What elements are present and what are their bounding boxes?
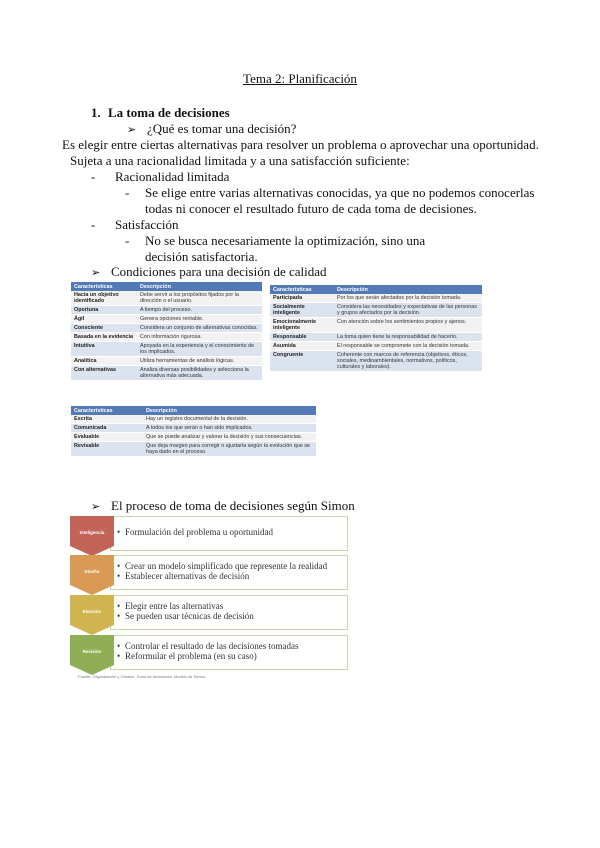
conditions-table-3 bbox=[71, 406, 316, 457]
table-row bbox=[270, 303, 482, 318]
table-cell-key: Comunicada bbox=[71, 424, 143, 433]
simon-heading-text: El proceso de toma de decisiones según Simon bbox=[111, 498, 355, 513]
question-line bbox=[127, 121, 296, 137]
table-row bbox=[71, 291, 262, 306]
table-cell-description: La toma quien tiene la responsabilidad de hacerlo. bbox=[334, 333, 482, 342]
table-cell-description: Considera las necesidades y expectativas de las personas y grupos afectados por la decisión. bbox=[334, 303, 482, 318]
process-phase-label: Inteligencia bbox=[79, 530, 105, 535]
chevron-shape bbox=[70, 635, 114, 675]
chevron-shape bbox=[70, 595, 114, 635]
arrow-bullet-icon: ➢ bbox=[91, 500, 101, 513]
list-item-racionalidad bbox=[91, 169, 229, 185]
table-cell-description: Con información rigurosa. bbox=[137, 333, 262, 342]
bullet-icon: • bbox=[117, 561, 121, 571]
bullet-icon: • bbox=[117, 641, 121, 651]
table-row bbox=[71, 306, 262, 315]
process-step-item bbox=[117, 611, 254, 621]
table-cell-description: Que se puede analizar y valorar la decisión y sus consecuencias. bbox=[143, 433, 316, 442]
table-cell-key: Basada en la evidencia bbox=[71, 333, 137, 342]
process-step-item bbox=[117, 651, 257, 661]
table-cell-description: Que deja margen para corregir o ajustarla según la evolución que se haya dado en el proceso. bbox=[143, 442, 316, 457]
table-row bbox=[71, 342, 262, 357]
process-step bbox=[70, 635, 348, 670]
process-step-text: Reformular el problema (en su caso) bbox=[125, 651, 257, 661]
process-step-item bbox=[117, 527, 273, 537]
table-cell-description: Coherente con marcos de referencia (objetivos, éticos, sociales, medioambientales, normativos, políticos, culturales y laborales). bbox=[334, 351, 482, 372]
table-cell-description: A todos los que serán o han sido implicados. bbox=[143, 424, 316, 433]
conditions-heading-text: Condiciones para una decisión de calidad bbox=[111, 264, 327, 279]
table-cell-key: Analítica bbox=[71, 357, 137, 366]
process-step-item bbox=[117, 571, 249, 581]
table-cell-key: Socialmente inteligente bbox=[270, 303, 334, 318]
process-step bbox=[70, 595, 348, 630]
table-row bbox=[270, 351, 482, 372]
table-header: Características bbox=[71, 282, 137, 291]
conditions-table-1 bbox=[71, 282, 262, 381]
table-cell-description: Genera opciones rentable. bbox=[137, 315, 262, 324]
process-step-text: Crear un modelo simplificado que represente la realidad bbox=[125, 561, 328, 571]
table-cell-key: Hacia un objetivo identificado bbox=[71, 291, 137, 306]
table-header: Descripción bbox=[334, 285, 482, 294]
table-cell-description: Analiza diversas posibilidades y selecciona la alternativa más adecuada. bbox=[137, 366, 262, 381]
table-row bbox=[71, 315, 262, 324]
list-item-label: Racionalidad limitada bbox=[115, 169, 230, 184]
process-step-item bbox=[117, 561, 327, 571]
table-cell-description: Debe servir a los propósitos fijados por la dirección o el usuario. bbox=[137, 291, 262, 306]
table-row bbox=[71, 424, 316, 433]
list-item-label: Satisfacción bbox=[115, 217, 179, 232]
table-cell-key: Emocionalmente inteligente bbox=[270, 318, 334, 333]
process-step-text: Controlar el resultado de las decisiones tomadas bbox=[125, 641, 299, 651]
bullet-icon: • bbox=[117, 601, 121, 611]
table-header: Descripción bbox=[143, 406, 316, 415]
question-text: ¿Qué es tomar una decisión? bbox=[147, 121, 297, 136]
table-cell-description: Por los que serán afectados por la decisión tomada. bbox=[334, 294, 482, 303]
table-cell-key: Oportuna bbox=[71, 306, 137, 315]
table-row bbox=[71, 366, 262, 381]
table-cell-description: A tiempo del proceso. bbox=[137, 306, 262, 315]
sub-item-continuation: decisión satisfactoria. bbox=[145, 249, 258, 264]
table-row bbox=[71, 442, 316, 457]
sub-item-racionalidad bbox=[125, 185, 535, 201]
process-step-item bbox=[117, 641, 298, 651]
process-phase-label: Revisión bbox=[82, 649, 102, 654]
process-step-text: Elegir entre las alternativas bbox=[125, 601, 224, 611]
sub-item-satisfaccion bbox=[125, 233, 425, 249]
table-cell-description: Apoyada en la experiencia y el conocimiento de los implicados. bbox=[137, 342, 262, 357]
dash-marker: - bbox=[125, 233, 130, 248]
definition-line-1: Es elegir entre ciertas alternativas para resolver un problema o aprovechar una oportunidad. bbox=[62, 137, 539, 152]
table-row bbox=[71, 415, 316, 424]
process-step-text: Formulación del problema u oportunidad bbox=[125, 527, 273, 537]
process-phase-label: Elección bbox=[82, 609, 102, 614]
bullet-icon: • bbox=[117, 571, 121, 581]
table-cell-description: Hay un registro documental de la decisión. bbox=[143, 415, 316, 424]
chevron-shape bbox=[70, 516, 114, 556]
section-label: La toma de decisiones bbox=[108, 105, 230, 120]
page-title: Tema 2: Planificación bbox=[243, 71, 357, 86]
table-cell-key: Con alternativas bbox=[71, 366, 137, 381]
process-step-text: Establecer alternativas de decisión bbox=[125, 571, 250, 581]
definition-line-2: Sujeta a una racionalidad limitada y a una satisfacción suficiente: bbox=[70, 153, 410, 168]
table-row bbox=[71, 324, 262, 333]
bullet-icon: • bbox=[117, 651, 121, 661]
table-cell-key: Escrita bbox=[71, 415, 143, 424]
section-heading bbox=[91, 105, 230, 121]
sub-item-text: No se busca necesariamente la optimización, sino una bbox=[145, 233, 426, 248]
process-step-item bbox=[117, 601, 223, 611]
table-cell-description: Utiliza herramientas de análisis lógicas. bbox=[137, 357, 262, 366]
sub-item-text: Se elige entre varias alternativas conocidas, ya que no podemos conocerlas bbox=[145, 185, 535, 200]
table-cell-key: Asumida bbox=[270, 342, 334, 351]
table-row bbox=[270, 318, 482, 333]
sub-item-continuation: todas ni conocer el resultado futuro de cada toma de decisiones. bbox=[145, 201, 477, 216]
table-row bbox=[270, 342, 482, 351]
table-cell-key: Evaluable bbox=[71, 433, 143, 442]
dash-marker: - bbox=[91, 169, 96, 184]
bullet-icon: • bbox=[117, 611, 121, 621]
arrow-bullet-icon: ➢ bbox=[127, 123, 137, 136]
table-row bbox=[71, 333, 262, 342]
table-cell-key: Congruente bbox=[270, 351, 334, 372]
conditions-heading bbox=[91, 264, 327, 280]
table-cell-key: Ágil bbox=[71, 315, 137, 324]
table-cell-key: Responsable bbox=[270, 333, 334, 342]
section-number: 1. bbox=[91, 105, 101, 120]
dash-marker: - bbox=[91, 217, 96, 232]
table-cell-key: Consciente bbox=[71, 324, 137, 333]
table-header: Características bbox=[270, 285, 334, 294]
table-cell-key: Intuitiva bbox=[71, 342, 137, 357]
table-row bbox=[270, 333, 482, 342]
process-step-text: Se pueden usar técnicas de decisión bbox=[125, 611, 254, 621]
dash-marker: - bbox=[125, 185, 130, 200]
process-phase-label: Diseño bbox=[84, 569, 100, 574]
table-cell-description: Con atención sobre los sentimientos propios y ajenos. bbox=[334, 318, 482, 333]
arrow-bullet-icon: ➢ bbox=[91, 266, 101, 279]
bullet-icon: • bbox=[117, 527, 121, 537]
table-cell-description: Considera un conjunto de alternativas conocidas. bbox=[137, 324, 262, 333]
figure-caption: Fuente: Organización y Gestión. Toma de decisiones. Modelo de Simon. bbox=[78, 674, 207, 679]
table-row bbox=[71, 357, 262, 366]
table-cell-key: Revisable bbox=[71, 442, 143, 457]
table-row bbox=[71, 433, 316, 442]
table-header: Descripción bbox=[137, 282, 262, 291]
conditions-table-2 bbox=[270, 285, 482, 372]
table-cell-key: Participada bbox=[270, 294, 334, 303]
process-step bbox=[70, 516, 348, 551]
list-item-satisfaccion bbox=[91, 217, 179, 233]
table-header: Características bbox=[71, 406, 143, 415]
process-step bbox=[70, 555, 348, 590]
chevron-shape bbox=[70, 555, 114, 595]
simon-heading bbox=[91, 498, 355, 514]
table-cell-description: El responsable se compromete con la decisión tomada. bbox=[334, 342, 482, 351]
table-row bbox=[270, 294, 482, 303]
